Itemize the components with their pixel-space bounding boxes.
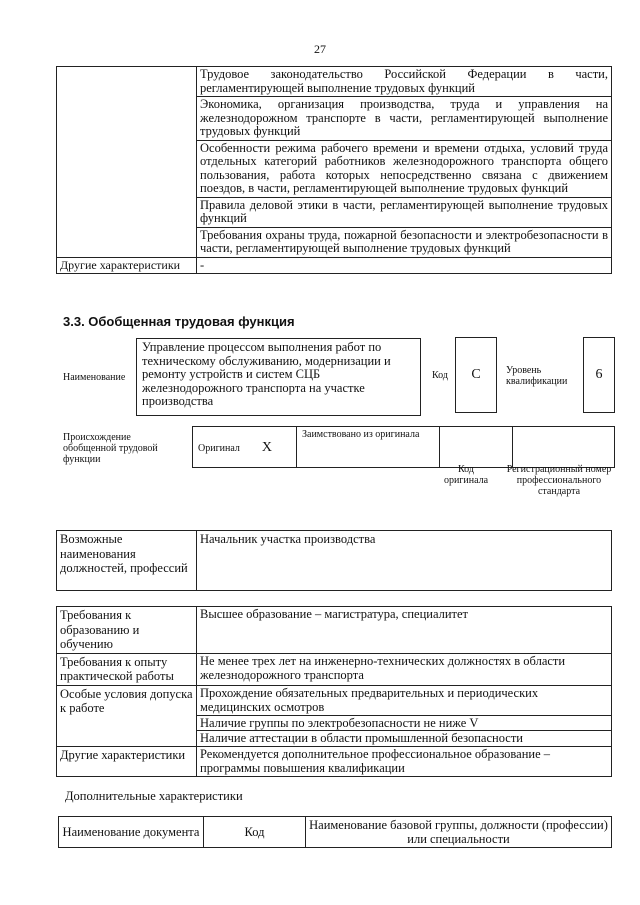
other-characteristics-label: Другие характеристики [57, 257, 197, 274]
original-code-cell [440, 427, 513, 468]
section-heading: 3.3. Обобщенная трудовая функция [63, 314, 295, 329]
additional-heading: Дополнительные характеристики [65, 789, 243, 803]
admission-label: Особые условия допуска к работе [57, 685, 197, 746]
level-label: Уровень квалификации [506, 365, 568, 387]
experience-value: Не менее трех лет на инженерно-технических должностях в области железнодорожного транспорта [197, 653, 612, 685]
origin-table [192, 426, 615, 468]
positions-table [56, 530, 612, 591]
code-box: С [455, 337, 497, 413]
requirements-table [56, 606, 612, 777]
positions-value: Начальник участка производства [197, 531, 612, 591]
origin-label: Происхождение обобщенной трудовой функции [63, 432, 158, 465]
original-label: Оригинал [198, 443, 240, 454]
knowledge-row: Экономика, организация производства, труда и управления на железнодорожном транспорте в части, регламентирующей выполнение трудовых функций [197, 97, 612, 141]
knowledge-row: Трудовое законодательство Российской Федерации в части, регламентирующей выполнение трудовых функций [197, 67, 612, 97]
code-label: Код [432, 370, 448, 381]
original-cell [193, 427, 297, 468]
registration-caption: Регистрационный номер профессионального стандарта [506, 464, 612, 497]
knowledge-row: Требования охраны труда, пожарной безопасности и электробезопасности в части, регламентирующей выполнение трудовых функций [197, 227, 612, 257]
additional-table [58, 816, 612, 848]
document-name-header: Наименование документа [59, 817, 204, 848]
function-name-box: Управление процессом выполнения работ по техническому обслуживанию, модернизации и ремонту устройств и систем СЦБ железнодорожного транспорта на участке производства [136, 338, 421, 416]
education-label: Требования к образованию и обучению [57, 607, 197, 654]
code-header: Код [204, 817, 306, 848]
code-original-caption: Код оригинала [443, 464, 489, 486]
other-value: Рекомендуется дополнительное профессиональное образование – программы повышения квалификации [197, 746, 612, 776]
education-value: Высшее образование – магистратура, специалитет [197, 607, 612, 654]
registration-number-cell [513, 427, 615, 468]
knowledge-row: Правила деловой этики в части, регламентирующей выполнение трудовых функций [197, 197, 612, 227]
name-label: Наименование [63, 372, 126, 383]
level-box: 6 [583, 337, 615, 413]
other-label: Другие характеристики [57, 746, 197, 776]
experience-label: Требования к опыту практической работы [57, 653, 197, 685]
page-number: 27 [314, 42, 326, 56]
base-group-header: Наименование базовой группы, должности (профессии) или специальности [306, 817, 612, 848]
positions-label: Возможные наименования должностей, профессий [57, 531, 197, 591]
admission-value: Наличие группы по электробезопасности не ниже V [197, 715, 612, 731]
admission-value: Прохождение обязательных предварительных и периодических медицинских осмотров [197, 685, 612, 715]
other-characteristics-value: - [197, 257, 612, 274]
original-mark: X [261, 440, 273, 455]
knowledge-row: Особенности режима рабочего времени и времени отдыха, условий труда отдельных категорий работников железнодорожного транспорта общего пользования, работа которых непосредственно связана с движением поездов, в части, регламентирующей выполнение трудовых функций [197, 140, 612, 197]
knowledge-table [56, 66, 612, 274]
borrowed-label: Заимствовано из оригинала [297, 427, 440, 468]
knowledge-label-cell [57, 67, 197, 258]
admission-value: Наличие аттестации в области промышленной безопасности [197, 731, 612, 747]
